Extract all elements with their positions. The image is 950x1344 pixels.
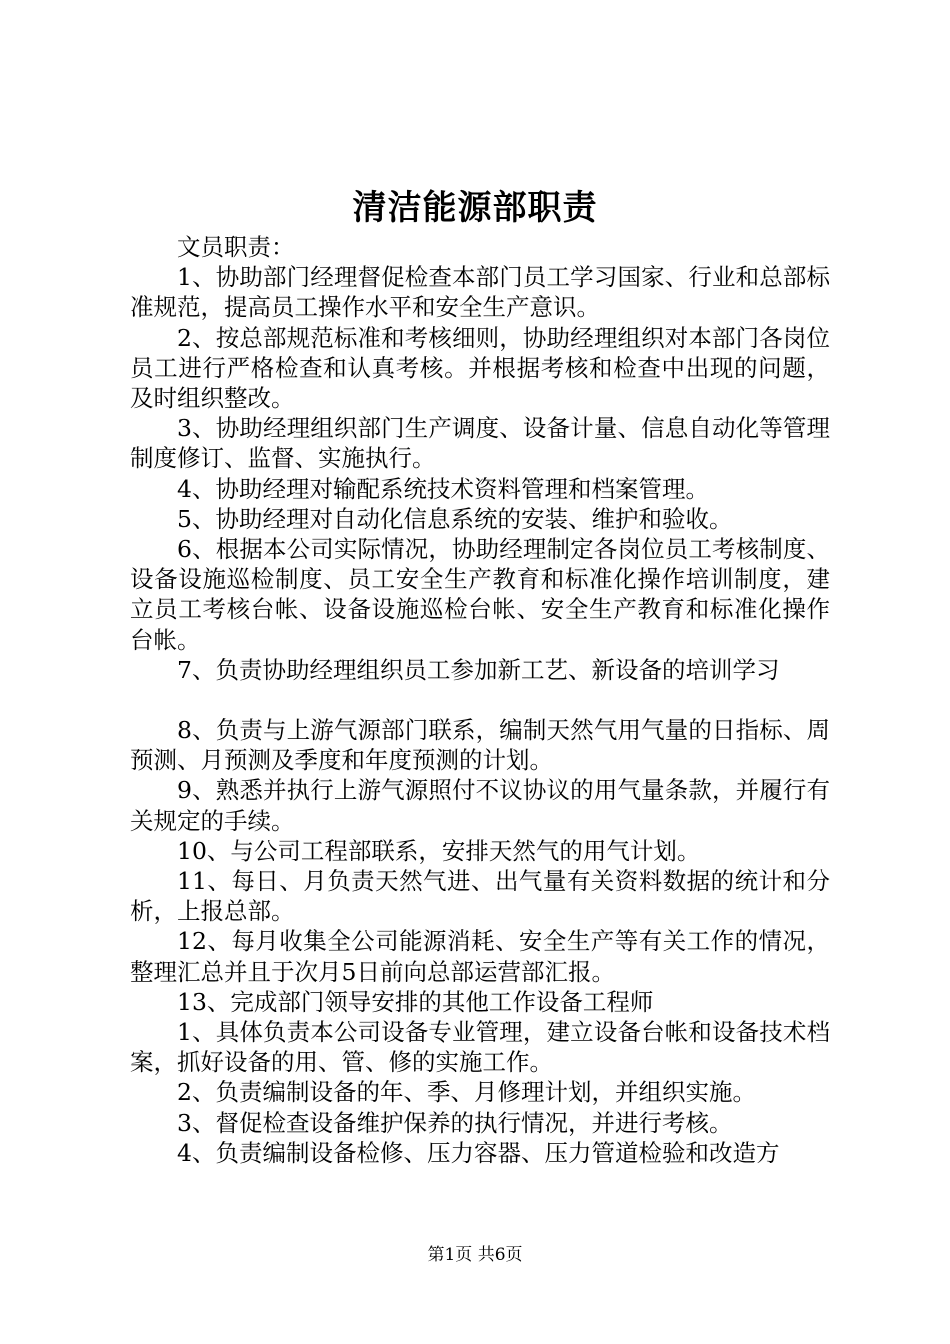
paragraph: 5、协助经理对自动化信息系统的安装、维护和验收。	[177, 504, 733, 533]
paragraph: 10、与公司工程部联系，安排天然气的用气计划。	[177, 836, 701, 865]
paragraph: 11、每日、月负责天然气进、出气量有关资料数据的统计和分析，上报总部。	[130, 867, 830, 926]
paragraph: 4、负责编制设备检修、压力容器、压力管道检验和改造方	[177, 1138, 780, 1167]
paragraph: 13、完成部门领导安排的其他工作设备工程师	[177, 987, 654, 1016]
paragraph: 2、按总部规范标准和考核细则，协助经理组织对本部门各岗位员工进行严格检查和认真考核。并根据考核和检查中出现的问题，及时组织整改。	[130, 323, 830, 413]
paragraph: 4、协助经理对输配系统技术资料管理和档案管理。	[177, 474, 709, 503]
paragraph: 文员职责：	[177, 233, 295, 261]
paragraph-gap	[130, 685, 830, 715]
paragraph: 12、每月收集全公司能源消耗、安全生产等有关工作的情况，整理汇总并且于次月5日前向总部运营部汇报。	[130, 927, 830, 986]
paragraph: 2、负责编制设备的年、季、月修理计划，并组织实施。	[177, 1078, 756, 1107]
page-number: 第1页 共6页	[427, 1245, 523, 1265]
paragraph: 3、督促检查设备维护保养的执行情况，并进行考核。	[177, 1108, 733, 1137]
paragraph: 6、根据本公司实际情况，协助经理制定各岗位员工考核制度、设备设施巡检制度、员工安全生产教育和标准化操作培训制度，建立员工考核台帐、设备设施巡检台帐、安全生产教育和标准化操作台帐。	[130, 535, 830, 654]
paragraph: 8、负责与上游气源部门联系，编制天然气用气量的日指标、周预测、月预测及季度和年度预测的计划。	[130, 716, 830, 775]
paragraph: 9、熟悉并执行上游气源照付不议协议的用气量条款，并履行有关规定的手续。	[130, 776, 830, 835]
paragraph: 3、协助经理组织部门生产调度、设备计量、信息自动化等管理制度修订、监督、实施执行。	[130, 414, 830, 473]
paragraph: 1、具体负责本公司设备专业管理，建立设备台帐和设备技术档案，抓好设备的用、管、修的实施工作。	[130, 1018, 830, 1077]
document-body	[130, 232, 830, 1168]
paragraph: 7、负责协助经理组织员工参加新工艺、新设备的培训学习	[177, 655, 780, 684]
page-title: 清洁能源部职责	[352, 188, 598, 228]
paragraph: 1、协助部门经理督促检查本部门员工学习国家、行业和总部标准规范，提高员工操作水平和安全生产意识。	[130, 263, 830, 322]
